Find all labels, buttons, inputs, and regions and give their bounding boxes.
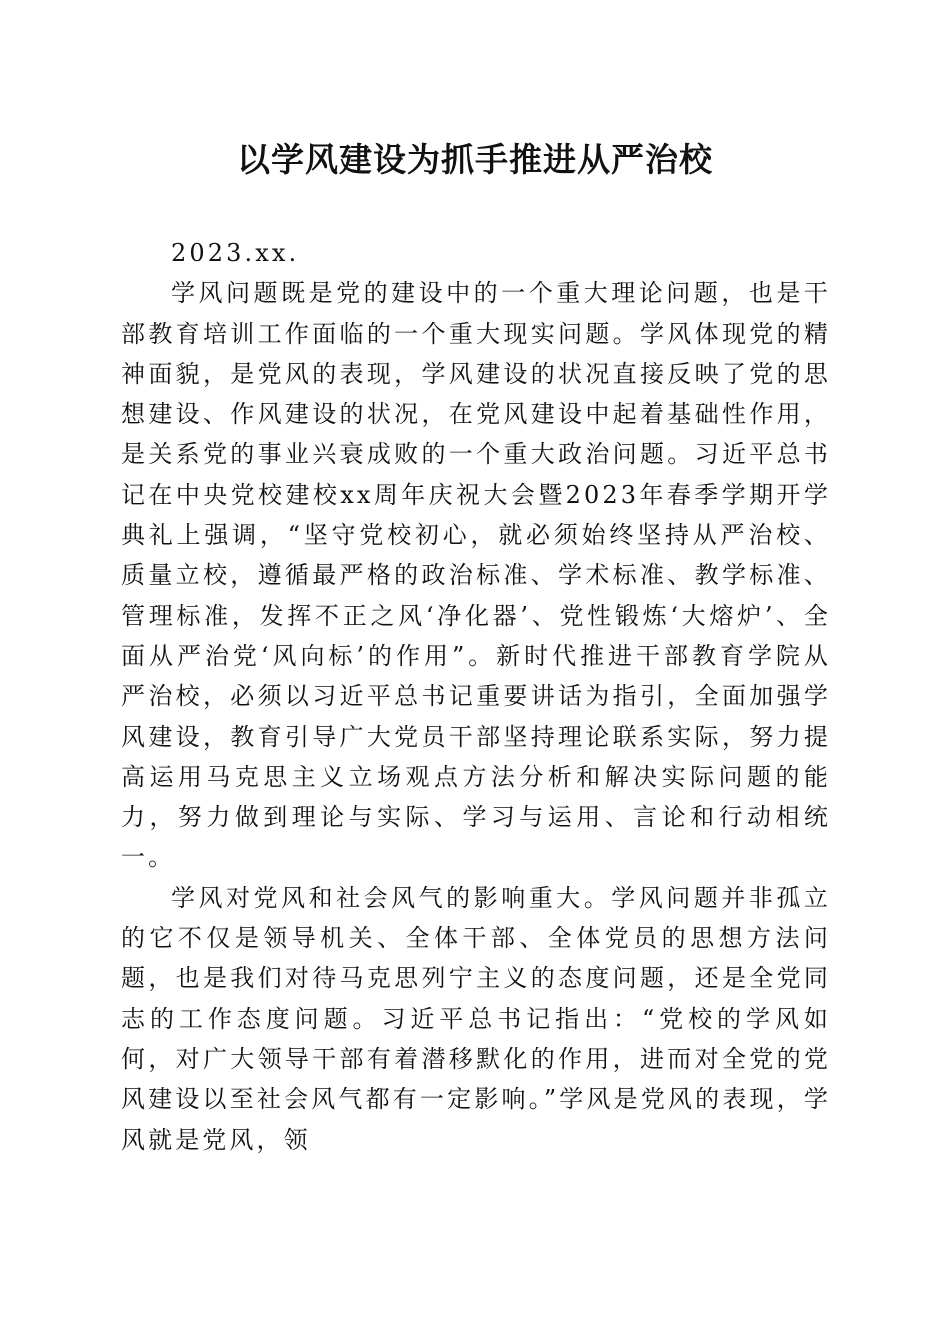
document-body — [121, 233, 831, 1160]
document-title: 以学风建设为抓手推进从严治校 — [237, 140, 713, 179]
paragraph-2: 学风对党风和社会风气的影响重大。学风问题并非孤立的它不仅是领导机关、全体干部、全体党员的思想方法问题，也是我们对待马克思列宁主义的态度问题，还是全党同志的工作态度问题。习近平总书记指出：“党校的学风如何，对广大领导干部有着潜移默化的作用，进而对全党的党风建设以至社会风气都有一定影响。”学风是党风的表现，学风就是党风，领 — [121, 883, 831, 1154]
paragraph-1: 学风问题既是党的建设中的一个重大理论问题，也是干部教育培训工作面临的一个重大现实问题。学风体现党的精神面貌，是党风的表现，学风建设的状况直接反映了党的思想建设、作风建设的状况，在党风建设中起着基础性作用，是关系党的事业兴衰成败的一个重大政治问题。习近平总书记在中央党校建校xx周年庆祝大会暨2023年春季学期开学典礼上强调，“坚守党校初心，就必须始终坚持从严治校、质量立校，遵循最严格的政治标准、学术标准、教学标准、管理标准，发挥不正之风‘净化器’、党性锻炼‘大熔炉’、全面从严治党‘风向标’的作用”。新时代推进干部教育学院从严治校，必须以习近平总书记重要讲话为指引，全面加强学风建设，教育引导广大党员干部坚持理论联系实际，努力提高运用马克思主义立场观点方法分析和解决实际问题的能力，努力做到理论与实际、学习与运用、言论和行动相统一。 — [121, 279, 831, 872]
document-date: 2023.xx. — [171, 239, 300, 267]
